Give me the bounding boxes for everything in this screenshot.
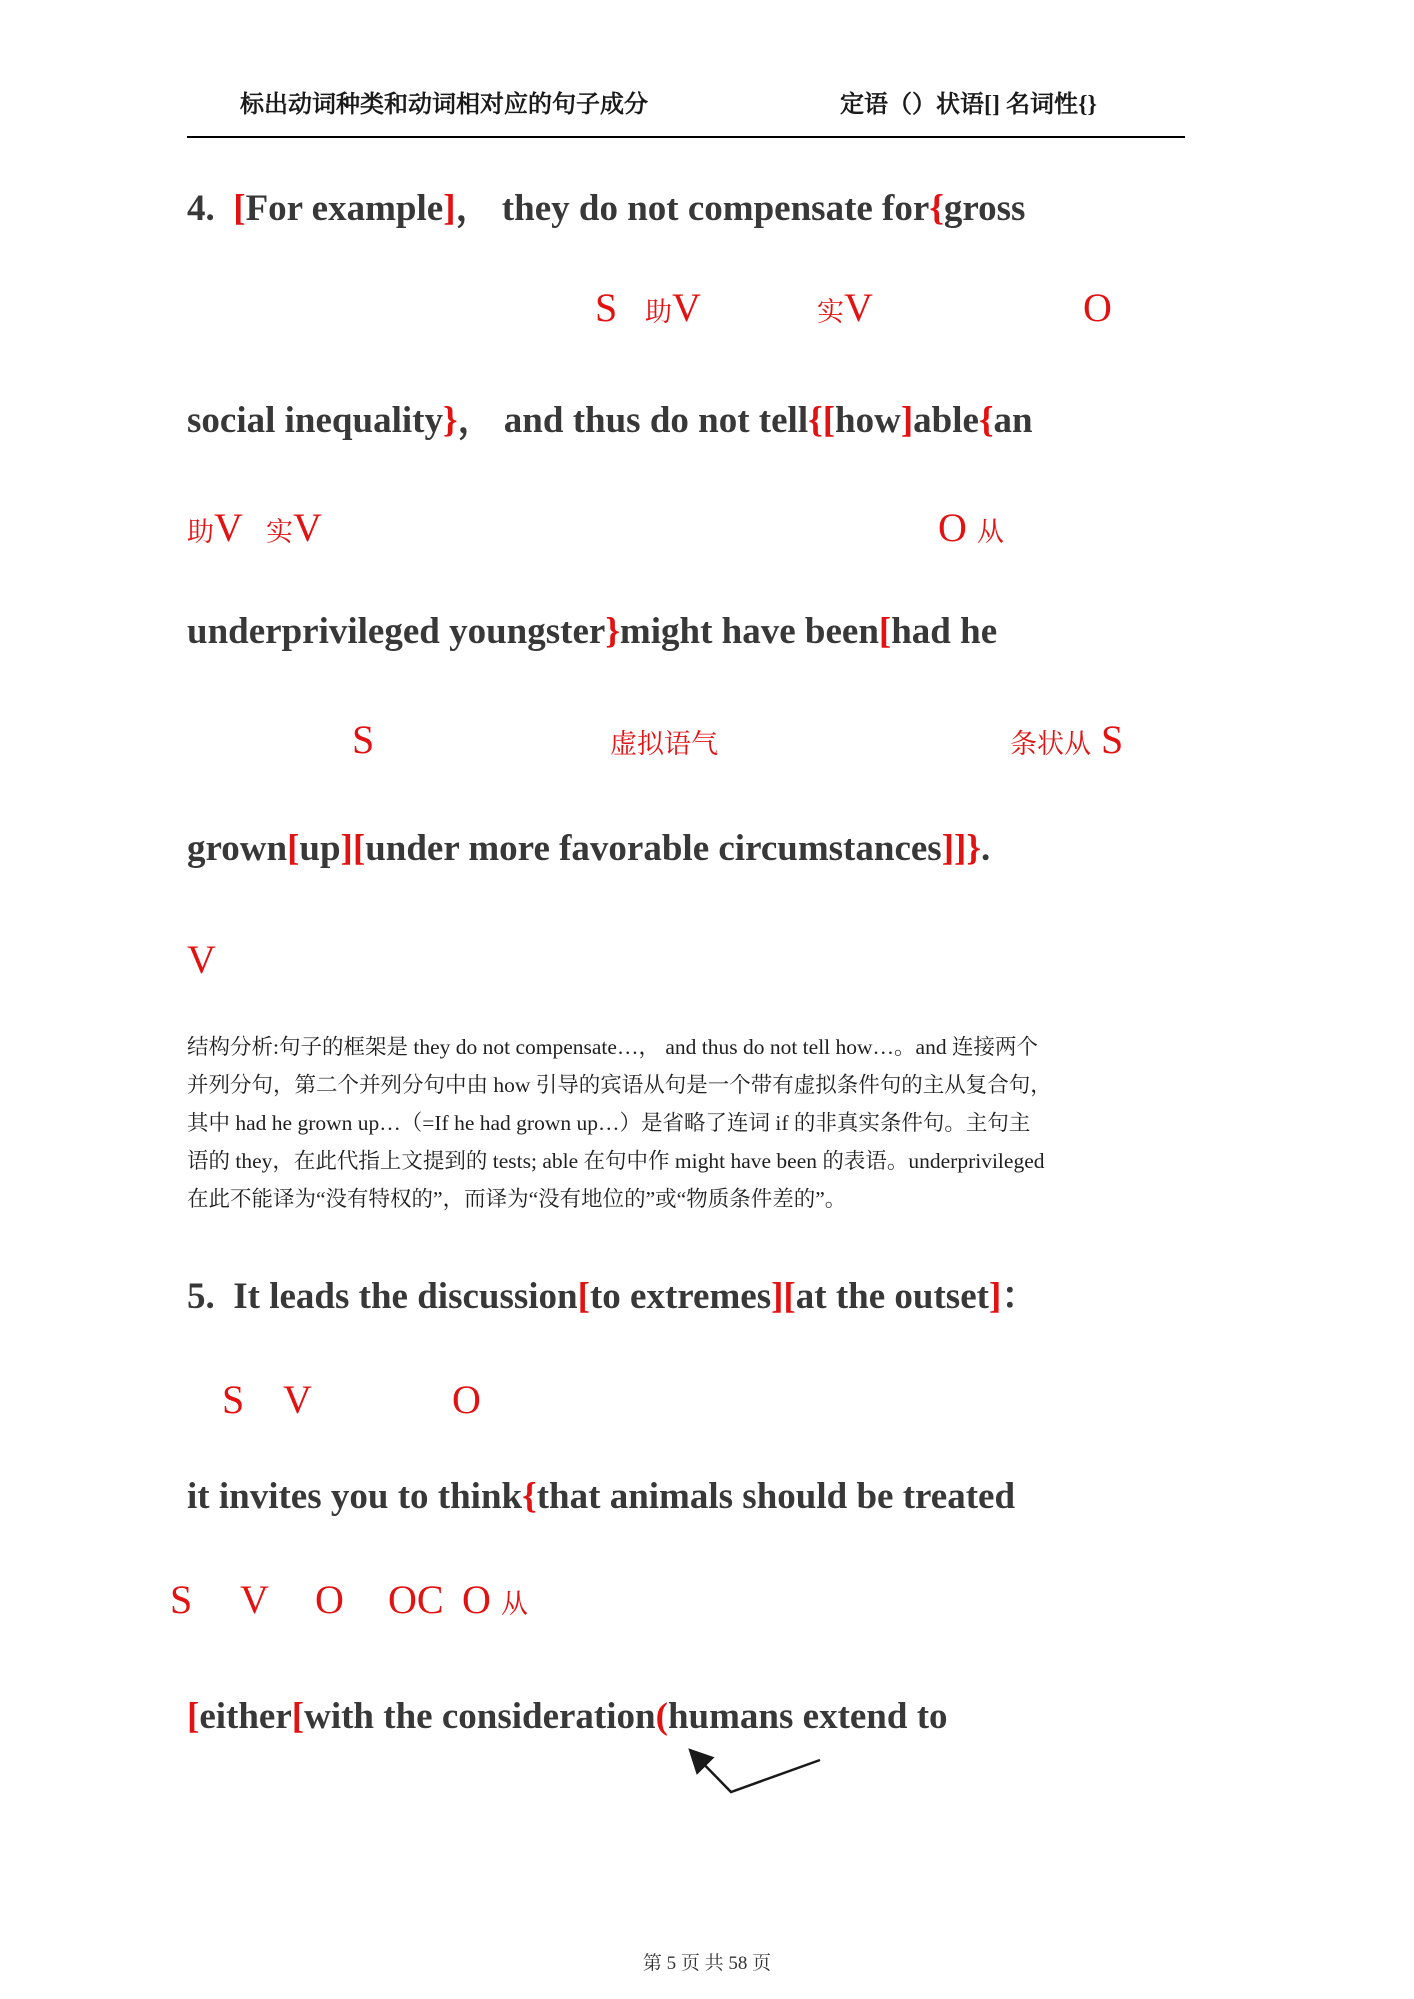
text-segment: ， (455, 188, 502, 229)
text-segment: 4. (187, 188, 234, 229)
text-segment: they do not compensate for (501, 188, 930, 229)
text-segment: OC (388, 1577, 444, 1622)
text-segment: either (199, 1696, 292, 1737)
s4-line-1 (187, 185, 1025, 233)
text-segment: S (1091, 717, 1124, 762)
s5-line-3 (187, 1693, 948, 1741)
text-segment: [ (878, 611, 892, 652)
text-segment: V (187, 937, 216, 982)
text-segment: 从 (976, 517, 1004, 547)
text-segment: [ (287, 828, 300, 869)
text-segment: O (315, 1577, 344, 1622)
s4-line-2 (187, 397, 1033, 445)
text-segment: O (1083, 285, 1112, 330)
para-2 (187, 1070, 1052, 1100)
text-segment: that animals should be treated (536, 1476, 1016, 1517)
text-segment: V (672, 285, 701, 330)
ann-s5-2-o-cong (462, 1576, 528, 1628)
ann-s4-3-xuni (610, 716, 718, 768)
text-segment: {[ (808, 400, 836, 441)
s5-line-2 (187, 1473, 1015, 1521)
para-4 (187, 1146, 1044, 1176)
text-segment: 5. It leads the discussion (187, 1276, 578, 1317)
text-segment: humans extend to (667, 1696, 948, 1737)
ann-s4-3-tiaozhuang (1010, 716, 1123, 768)
text-segment: 实 (266, 517, 293, 547)
ann-s5-2-s (170, 1576, 192, 1624)
ann-s4-1-o (1083, 284, 1112, 332)
text-segment: S (352, 717, 375, 762)
text-segment: ， (457, 400, 504, 441)
ann-s4-4-v (187, 936, 216, 984)
text-segment: might have been (619, 611, 879, 652)
ann-s4-1-zhu-v (645, 284, 701, 336)
para-3 (187, 1108, 1030, 1138)
text-segment: up (299, 828, 341, 869)
text-segment: with the consideration (304, 1696, 656, 1737)
header-right-legend: 定语（）状语[] 名词性{} (840, 92, 1097, 118)
ann-s5-1-o (452, 1376, 481, 1424)
text-segment: [ (291, 1696, 305, 1737)
text-segment: ][ (771, 1276, 796, 1317)
ann-s5-2-v (240, 1576, 269, 1624)
ann-s4-2-zhu-v (187, 504, 243, 556)
ann-s5-1-s (222, 1376, 244, 1424)
ann-s4-3-s (352, 716, 374, 764)
text-segment: ] (900, 400, 914, 441)
ann-s5-2-o (315, 1576, 344, 1624)
ann-s4-2-o-cong (938, 504, 1004, 556)
text-segment: O (462, 1577, 501, 1622)
text-segment: an (993, 400, 1033, 441)
text-segment: } (442, 400, 458, 441)
text-segment: 实 (817, 297, 844, 327)
text-segment: O (938, 505, 977, 550)
page-number: 第 5 页 共 58 页 (642, 1953, 772, 1974)
ann-s4-2-shi-v (266, 504, 322, 556)
text-segment: V (214, 505, 243, 550)
hand-drawn-arrow (660, 1735, 840, 1805)
text-segment: O (452, 1377, 481, 1422)
text-segment: S (595, 285, 618, 330)
text-segment: ][ (340, 828, 366, 869)
text-segment: V (844, 285, 873, 330)
text-segment: S (170, 1577, 193, 1622)
text-segment: [ (187, 1696, 200, 1737)
header-divider (187, 136, 1185, 138)
text-segment: V (293, 505, 322, 550)
text-segment: ]]} (941, 828, 981, 869)
text-segment: 在此不能译为“没有特权的”，而译为“没有地位的”或“物质条件差的”。 (187, 1187, 847, 1211)
text-segment: [ (577, 1276, 590, 1317)
text-segment: had he (891, 611, 998, 652)
ann-s4-1-shi-v (817, 284, 873, 336)
text-segment: For example (245, 188, 444, 229)
para-1 (187, 1032, 1038, 1062)
text-segment: 语的 they，在此代指上文提到的 tests; able 在句中作 might have been 的表语。underprivileged (187, 1149, 1045, 1173)
text-segment: social inequality (187, 400, 443, 441)
text-segment: S (222, 1377, 245, 1422)
text-segment: ： (1001, 1276, 1039, 1317)
text-segment: to extremes (589, 1276, 772, 1317)
header-left-title: 标出动词种类和动词相对应的句子成分 (240, 92, 648, 118)
text-segment: 并列分句，第二个并列分句中由 how 引导的宾语从句是一个带有虚拟条件句的主从复合句， (187, 1073, 1052, 1097)
text-segment: 从 (500, 1589, 528, 1619)
text-segment: 虚拟语气 (610, 729, 718, 759)
text-segment: 助 (187, 517, 214, 547)
text-segment: able (913, 400, 979, 441)
text-segment: at the outset (795, 1276, 989, 1317)
text-segment: V (240, 1577, 269, 1622)
text-segment: grown (187, 828, 288, 869)
text-segment: ( (655, 1696, 668, 1737)
text-segment: . (980, 828, 991, 869)
s4-line-3 (187, 608, 997, 656)
text-segment: how (835, 400, 901, 441)
s5-line-1 (187, 1273, 1038, 1321)
text-segment: 结构分析:句子的框架是 they do not compensate…， and thus do not tell how…。and 连接两个 (187, 1035, 1038, 1059)
text-segment: { (978, 400, 994, 441)
text-segment: { (522, 1476, 537, 1517)
text-segment: 助 (645, 297, 672, 327)
ann-s4-1-s (595, 284, 617, 332)
s4-line-4 (187, 825, 990, 873)
text-segment: 条状从 (1010, 729, 1091, 759)
text-segment: underprivileged youngster (187, 611, 606, 652)
text-segment: it invites you to think (187, 1476, 523, 1517)
text-segment: { (929, 188, 944, 229)
text-segment: 其中 had he grown up…（=If he had grown up…）是省略了连词 if 的非真实条件句。主句主 (187, 1111, 1031, 1135)
text-segment: gross (943, 188, 1026, 229)
text-segment: [ (233, 188, 246, 229)
text-segment: V (283, 1377, 312, 1422)
para-5 (187, 1184, 846, 1214)
text-segment: and thus do not tell (503, 400, 809, 441)
text-segment: ] (443, 188, 456, 229)
text-segment: under more favorable circumstances (365, 828, 942, 869)
ann-s5-1-v (283, 1376, 312, 1424)
text-segment: } (605, 611, 620, 652)
ann-s5-2-oc (388, 1576, 444, 1624)
text-segment: ] (988, 1276, 1002, 1317)
